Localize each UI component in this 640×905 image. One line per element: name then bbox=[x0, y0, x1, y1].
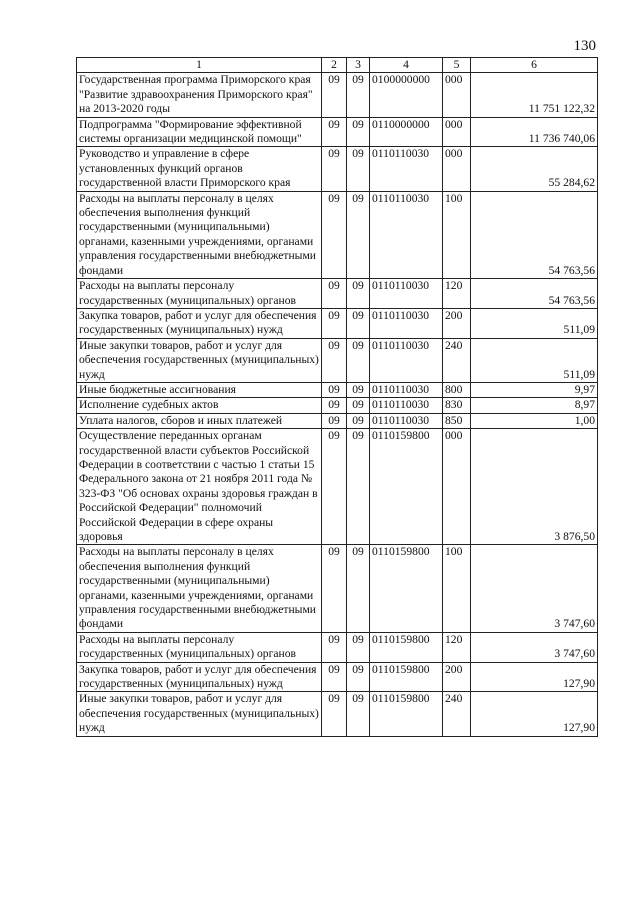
cell-name: Исполнение судебных актов bbox=[77, 398, 322, 413]
cell-name: Иные закупки товаров, работ и услуг для обеспечения государственных (муниципальных) нужд bbox=[77, 338, 322, 382]
cell-target-article: 0110000000 bbox=[370, 117, 443, 147]
cell-target-article: 0110110030 bbox=[370, 338, 443, 382]
header-col-2: 2 bbox=[322, 58, 347, 73]
cell-name: Иные бюджетные ассигнования bbox=[77, 382, 322, 397]
cell-amount: 127,90 bbox=[471, 692, 598, 736]
cell-expense-type: 100 bbox=[443, 545, 471, 632]
cell-name: Осуществление переданных органам государственной власти субъектов Российской Федерации в соответствии с частью 1 статьи 15 Федерального закона от 21 ноября 2011 года № 323-ФЗ "Об основах охраны здоровья граждан в Российской Федерации" полномочий Российской Федерации в сфере охраны здоровья bbox=[77, 429, 322, 545]
table-row bbox=[77, 191, 598, 278]
cell-section: 09 bbox=[322, 279, 347, 309]
cell-section: 09 bbox=[322, 147, 347, 191]
table-row bbox=[77, 692, 598, 736]
cell-target-article: 0110110030 bbox=[370, 413, 443, 428]
cell-target-article: 0110110030 bbox=[370, 398, 443, 413]
table-header-row bbox=[77, 58, 598, 73]
cell-amount: 511,09 bbox=[471, 338, 598, 382]
cell-target-article: 0110110030 bbox=[370, 191, 443, 278]
cell-expense-type: 830 bbox=[443, 398, 471, 413]
cell-section: 09 bbox=[322, 632, 347, 662]
table-row bbox=[77, 147, 598, 191]
cell-expense-type: 000 bbox=[443, 73, 471, 117]
table-row bbox=[77, 338, 598, 382]
cell-name: Руководство и управление в сфере установленных функций органов государственной власти Приморского края bbox=[77, 147, 322, 191]
cell-subsection: 09 bbox=[347, 382, 370, 397]
cell-target-article: 0110159800 bbox=[370, 662, 443, 692]
table-row bbox=[77, 117, 598, 147]
cell-target-article: 0110110030 bbox=[370, 279, 443, 309]
cell-name: Расходы на выплаты персоналу в целях обеспечения выполнения функций государственными (муниципальными) органами, казенными учреждениями, органами управления государственными внебюджетными фондами bbox=[77, 545, 322, 632]
cell-amount: 54 763,56 bbox=[471, 191, 598, 278]
cell-expense-type: 240 bbox=[443, 692, 471, 736]
cell-expense-type: 100 bbox=[443, 191, 471, 278]
cell-name: Подпрограмма "Формирование эффективной системы организации медицинской помощи" bbox=[77, 117, 322, 147]
table-row bbox=[77, 398, 598, 413]
cell-section: 09 bbox=[322, 398, 347, 413]
cell-expense-type: 000 bbox=[443, 117, 471, 147]
cell-amount: 8,97 bbox=[471, 398, 598, 413]
cell-target-article: 0110110030 bbox=[370, 382, 443, 397]
header-col-1: 1 bbox=[77, 58, 322, 73]
cell-subsection: 09 bbox=[347, 73, 370, 117]
cell-expense-type: 000 bbox=[443, 147, 471, 191]
cell-name: Иные закупки товаров, работ и услуг для обеспечения государственных (муниципальных) нужд bbox=[77, 692, 322, 736]
table-row bbox=[77, 382, 598, 397]
cell-amount: 54 763,56 bbox=[471, 279, 598, 309]
cell-subsection: 09 bbox=[347, 279, 370, 309]
cell-expense-type: 240 bbox=[443, 338, 471, 382]
cell-target-article: 0100000000 bbox=[370, 73, 443, 117]
table-row bbox=[77, 545, 598, 632]
cell-subsection: 09 bbox=[347, 662, 370, 692]
cell-target-article: 0110159800 bbox=[370, 632, 443, 662]
cell-expense-type: 800 bbox=[443, 382, 471, 397]
cell-amount: 11 751 122,32 bbox=[471, 73, 598, 117]
cell-subsection: 09 bbox=[347, 632, 370, 662]
table-row bbox=[77, 73, 598, 117]
table-row bbox=[77, 429, 598, 545]
cell-amount: 55 284,62 bbox=[471, 147, 598, 191]
header-col-6: 6 bbox=[471, 58, 598, 73]
cell-target-article: 0110159800 bbox=[370, 692, 443, 736]
cell-amount: 3 747,60 bbox=[471, 545, 598, 632]
cell-section: 09 bbox=[322, 117, 347, 147]
cell-target-article: 0110159800 bbox=[370, 429, 443, 545]
cell-expense-type: 200 bbox=[443, 308, 471, 338]
page-number: 130 bbox=[573, 38, 596, 54]
cell-target-article: 0110110030 bbox=[370, 147, 443, 191]
cell-section: 09 bbox=[322, 338, 347, 382]
cell-subsection: 09 bbox=[347, 147, 370, 191]
cell-expense-type: 000 bbox=[443, 429, 471, 545]
cell-section: 09 bbox=[322, 73, 347, 117]
cell-amount: 3 747,60 bbox=[471, 632, 598, 662]
cell-section: 09 bbox=[322, 662, 347, 692]
header-col-4: 4 bbox=[370, 58, 443, 73]
cell-name: Уплата налогов, сборов и иных платежей bbox=[77, 413, 322, 428]
table-body bbox=[77, 73, 598, 736]
cell-section: 09 bbox=[322, 545, 347, 632]
cell-name: Закупка товаров, работ и услуг для обеспечения государственных (муниципальных) нужд bbox=[77, 308, 322, 338]
cell-subsection: 09 bbox=[347, 429, 370, 545]
cell-section: 09 bbox=[322, 413, 347, 428]
cell-name: Государственная программа Приморского края "Развитие здравоохранения Приморского края" на 2013-2020 годы bbox=[77, 73, 322, 117]
cell-expense-type: 120 bbox=[443, 632, 471, 662]
cell-name: Расходы на выплаты персоналу государственных (муниципальных) органов bbox=[77, 632, 322, 662]
cell-target-article: 0110110030 bbox=[370, 308, 443, 338]
cell-subsection: 09 bbox=[347, 117, 370, 147]
table-row bbox=[77, 662, 598, 692]
cell-amount: 9,97 bbox=[471, 382, 598, 397]
cell-expense-type: 850 bbox=[443, 413, 471, 428]
table-row bbox=[77, 632, 598, 662]
table-row bbox=[77, 308, 598, 338]
cell-subsection: 09 bbox=[347, 191, 370, 278]
cell-expense-type: 200 bbox=[443, 662, 471, 692]
budget-table bbox=[76, 57, 598, 737]
cell-amount: 11 736 740,06 bbox=[471, 117, 598, 147]
cell-amount: 1,00 bbox=[471, 413, 598, 428]
cell-section: 09 bbox=[322, 191, 347, 278]
cell-subsection: 09 bbox=[347, 545, 370, 632]
table-row bbox=[77, 279, 598, 309]
header-col-5: 5 bbox=[443, 58, 471, 73]
cell-name: Расходы на выплаты персоналу государственных (муниципальных) органов bbox=[77, 279, 322, 309]
cell-section: 09 bbox=[322, 382, 347, 397]
cell-section: 09 bbox=[322, 429, 347, 545]
cell-name: Расходы на выплаты персоналу в целях обеспечения выполнения функций государственными (муниципальными) органами, казенными учреждениями, органами управления государственными внебюджетными фондами bbox=[77, 191, 322, 278]
cell-subsection: 09 bbox=[347, 692, 370, 736]
table-row bbox=[77, 413, 598, 428]
cell-amount: 3 876,50 bbox=[471, 429, 598, 545]
cell-section: 09 bbox=[322, 308, 347, 338]
cell-amount: 511,09 bbox=[471, 308, 598, 338]
cell-expense-type: 120 bbox=[443, 279, 471, 309]
cell-subsection: 09 bbox=[347, 413, 370, 428]
cell-target-article: 0110159800 bbox=[370, 545, 443, 632]
cell-subsection: 09 bbox=[347, 308, 370, 338]
cell-subsection: 09 bbox=[347, 398, 370, 413]
cell-section: 09 bbox=[322, 692, 347, 736]
header-col-3: 3 bbox=[347, 58, 370, 73]
cell-subsection: 09 bbox=[347, 338, 370, 382]
cell-name: Закупка товаров, работ и услуг для обеспечения государственных (муниципальных) нужд bbox=[77, 662, 322, 692]
cell-amount: 127,90 bbox=[471, 662, 598, 692]
